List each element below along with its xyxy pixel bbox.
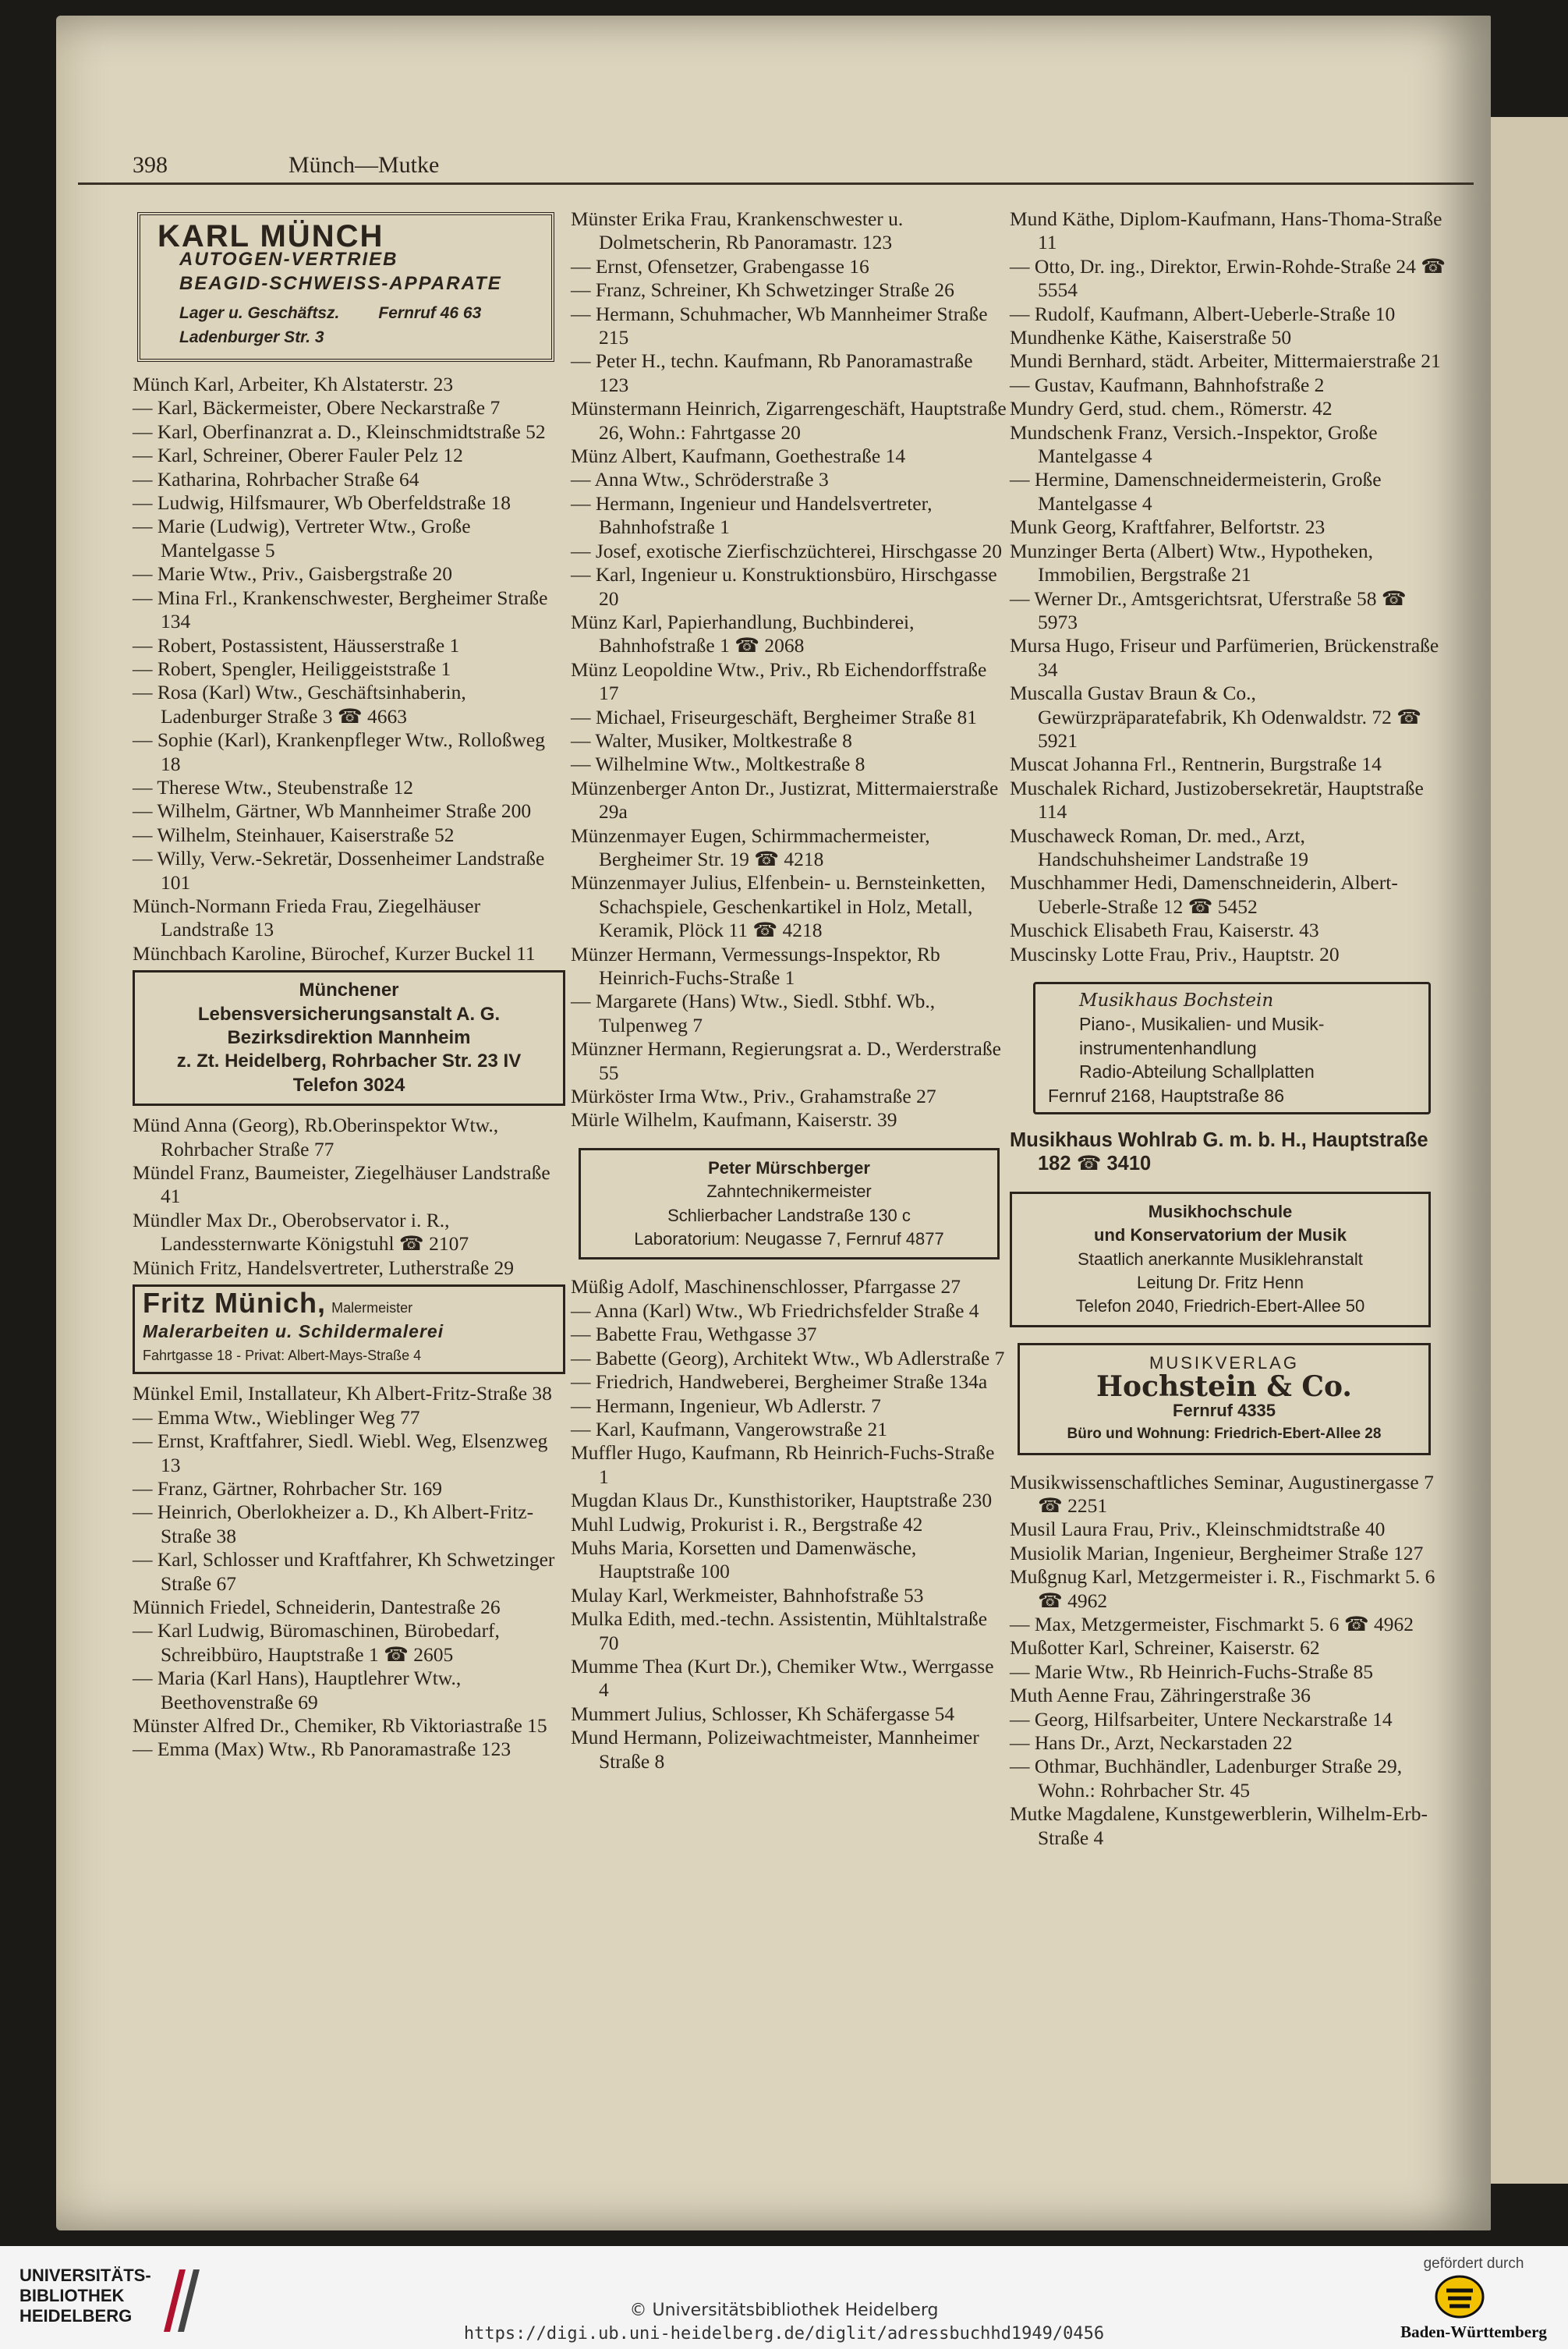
directory-entry: — Franz, Gärtner, Rohrbacher Str. 169 xyxy=(133,1476,442,1500)
directory-entry: Münster Alfred Dr., Chemiker, Rb Viktoriastraße 15 xyxy=(133,1713,547,1737)
directory-entry: — Hans Dr., Arzt, Neckarstaden 22 xyxy=(1010,1731,1293,1754)
ad-line: Laboratorium: Neugasse 7, Fernruf 4877 xyxy=(634,1229,944,1249)
directory-entry: Musikhaus Wohlrab G. m. b. H., Hauptstraße 182 ☎ 3410 xyxy=(1010,1129,1428,1175)
directory-entry: Muscat Johanna Frl., Rentnerin, Burgstraße 14 xyxy=(1010,753,1382,776)
directory-entry: Münch-Normann Frieda Frau, Ziegelhäuser Landstraße 13 xyxy=(133,894,481,941)
directory-entry: Mursa Hugo, Friseur und Parfümerien, Brückenstraße 34 xyxy=(1010,634,1439,681)
directory-entry: Muhl Ludwig, Prokurist i. R., Bergstraße 42 xyxy=(571,1512,923,1536)
directory-entry: — Max, Metzgermeister, Fischmarkt 5. 6 ☎ 4962 xyxy=(1010,1612,1414,1635)
directory-entry: Mulay Karl, Werkmeister, Bahnhofstraße 53 xyxy=(571,1583,924,1607)
page-number: 398 xyxy=(133,152,168,178)
directory-entry: — Werner Dr., Amtsgerichtsrat, Uferstraße 58 ☎ 5973 xyxy=(1010,586,1407,633)
logo-text: UNIVERSITÄTS- xyxy=(19,2266,151,2285)
directory-entry: Münzenmayer Julius, Elfenbein- u. Bernsteinketten, Schachspiele, Geschenkartikel in Holz, Metall, Keramik, Plöck 11 ☎ 4218 xyxy=(571,871,986,942)
entry-list xyxy=(133,1114,565,1280)
directory-entry: Mündler Max Dr., Oberobservator i. R., Landessternwarte Königstuhl ☎ 2107 xyxy=(133,1208,469,1256)
directory-entry: Muschick Elisabeth Frau, Kaiserstr. 43 xyxy=(1010,919,1319,942)
directory-entry: — Wilhelm, Gärtner, Wb Mannheimer Straße 200 xyxy=(133,799,532,823)
directory-entry: — Ernst, Kraftfahrer, Siedl. Wiebl. Weg, Elsenzweg 13 xyxy=(133,1430,548,1476)
ad-line: Ladenburger Str. 3 xyxy=(179,328,324,346)
column-3 xyxy=(1010,207,1446,1850)
directory-entry: — Rosa (Karl) Wtw., Geschäftsinhaberin, Ladenburger Straße 3 ☎ 4663 xyxy=(133,681,466,728)
ad-line: Radio-Abteilung Schallplatten xyxy=(1079,1061,1315,1082)
directory-entry: Muschhammer Hedi, Damenschneiderin, Albert-Ueberle-Straße 12 ☎ 5452 xyxy=(1010,871,1398,918)
ad-line: Schlierbacher Landstraße 130 c xyxy=(667,1205,911,1225)
directory-entry: — Karl, Schreiner, Oberer Fauler Pelz 12 xyxy=(133,444,463,467)
ad-peter-murschberger xyxy=(579,1148,1000,1260)
directory-entry: Muffler Hugo, Kaufmann, Rb Heinrich-Fuchs-Straße 1 xyxy=(571,1441,995,1488)
directory-entry: — Otto, Dr. ing., Direktor, Erwin-Rohde-Straße 24 ☎ 5554 xyxy=(1010,254,1446,302)
entry-list xyxy=(571,1275,1007,1773)
ad-name: Fritz Münich, xyxy=(143,1287,326,1320)
directory-entry: Muschalek Richard, Justizobersekretär, Hauptstraße 114 xyxy=(1010,776,1424,824)
ad-line: Fahrtgasse 18 - Privat: Albert-Mays-Straße 4 xyxy=(143,1347,422,1363)
directory-entry: Münster Erika Frau, Krankenschwester u. Dolmetscherin, Rb Panoramastr. 123 xyxy=(571,207,904,254)
ad-line: und Konservatorium der Musik xyxy=(1094,1225,1347,1245)
running-header xyxy=(78,152,1474,185)
directory-entry: Musikwissenschaftliches Seminar, Augustinergasse 7 ☎ 2251 xyxy=(1010,1470,1434,1517)
directory-entry: — Sophie (Karl), Krankenpfleger Wtw., Rolloßweg 18 xyxy=(133,728,545,775)
directory-entry: — Othmar, Buchhändler, Ladenburger Straße 29, Wohn.: Rohrbacher Str. 45 xyxy=(1010,1755,1403,1802)
ad-musikhaus-bochstein xyxy=(1033,982,1431,1114)
directory-entry: Mumme Thea (Kurt Dr.), Chemiker Wtw., Werrgasse 4 xyxy=(571,1654,994,1702)
directory-entry: Münzner Hermann, Regierungsrat a. D., Werderstraße 55 xyxy=(571,1037,1001,1084)
ad-line: Lebensversicherungsanstalt A. G. xyxy=(197,1003,501,1025)
running-title: Münch—Mutke xyxy=(288,152,440,178)
directory-entry: — Margarete (Hans) Wtw., Siedl. Stbhf. Wb., Tulpenweg 7 xyxy=(571,990,936,1036)
directory-entry: Mundi Bernhard, städt. Arbeiter, Mittermaierstraße 21 xyxy=(1010,349,1441,373)
directory-entry: — Josef, exotische Zierfischzüchterei, Hirschgasse 20 xyxy=(571,539,1003,562)
directory-entry: — Heinrich, Oberlokheizer a. D., Kh Albert-Fritz-Straße 38 xyxy=(133,1500,534,1547)
directory-entry: — Ernst, Ofensetzer, Grabengasse 16 xyxy=(571,254,869,278)
directory-entry: Münch Karl, Arbeiter, Kh Alstaterstr. 23 xyxy=(133,373,454,396)
ad-line: Zahntechnikermeister xyxy=(706,1182,872,1202)
directory-entry: — Friedrich, Handweberei, Bergheimer Straße 134a xyxy=(571,1370,988,1394)
directory-entry: — Michael, Friseurgeschäft, Bergheimer Straße 81 xyxy=(571,705,977,728)
directory-entry: Münd Anna (Georg), Rb.Oberinspektor Wtw., Rohrbacher Straße 77 xyxy=(133,1114,499,1160)
directory-entry: Münstermann Heinrich, Zigarrengeschäft, Hauptstraße 26, Wohn.: Fahrtgasse 20 xyxy=(571,397,1007,444)
directory-entry: — Katharina, Rohrbacher Straße 64 xyxy=(133,467,419,491)
directory-entry: — Willy, Verw.-Sekretär, Dossenheimer Landstraße 101 xyxy=(133,847,545,894)
directory-entry: — Karl, Kaufmann, Vangerowstraße 21 xyxy=(571,1417,887,1440)
ad-musikhochschule xyxy=(1010,1192,1431,1327)
ad-musikverlag-hochstein xyxy=(1018,1343,1431,1455)
column-2 xyxy=(571,207,1007,1773)
ad-name: Musikhaus Bochstein xyxy=(1079,990,1274,1011)
ad-line: instrumentenhandlung xyxy=(1079,1037,1257,1058)
directory-entry: — Robert, Spengler, Heiliggeiststraße 1 xyxy=(133,657,451,680)
directory-entry: — Maria (Karl Hans), Hauptlehrer Wtw., Beethovenstraße 69 xyxy=(133,1667,462,1713)
ad-munchener-versicherung xyxy=(133,970,565,1106)
directory-entry: Mugdan Klaus Dr., Kunsthistoriker, Hauptstraße 230 xyxy=(571,1489,993,1512)
copyright-notice: © Universitätsbibliothek Heidelberg xyxy=(629,2301,939,2320)
directory-entry: — Robert, Postassistent, Häusserstraße 1 xyxy=(133,633,460,657)
directory-entry: — Karl, Ingenieur u. Konstruktionsbüro, Hirschgasse 20 xyxy=(571,563,997,610)
ad-subtitle: Malermeister xyxy=(331,1300,413,1316)
directory-entry: — Wilhelmine Wtw., Moltkestraße 8 xyxy=(571,753,865,776)
entry-list xyxy=(1010,207,1446,966)
ad-name: Musikhochschule xyxy=(1148,1201,1293,1221)
directory-entry: Musiolik Marian, Ingenieur, Bergheimer Straße 127 xyxy=(1010,1541,1424,1564)
entry-list xyxy=(571,207,1007,1132)
directory-entry: — Hermann, Ingenieur und Handelsvertreter, Bahnhofstraße 1 xyxy=(571,491,933,539)
entry-list xyxy=(133,1382,565,1762)
ad-fritz-munich xyxy=(133,1284,565,1374)
baden-wuerttemberg-crest-icon xyxy=(1431,2273,1489,2320)
ad-line: Telefon 3024 xyxy=(292,1074,405,1096)
directory-entry: Mund Hermann, Polizeiwachtmeister, Mannheimer Straße 8 xyxy=(571,1726,979,1773)
directory-entry: — Anna Wtw., Schröderstraße 3 xyxy=(571,468,829,491)
directory-entry: — Mina Frl., Krankenschwester, Bergheimer Straße 134 xyxy=(133,586,548,633)
ad-line: Piano-, Musikalien- und Musik- xyxy=(1079,1014,1325,1035)
ad-line: Büro und Wohnung: Friedrich-Ebert-Allee 28 xyxy=(1067,1426,1382,1443)
funded-by-label: gefördert durch xyxy=(1423,2255,1524,2272)
ad-line: Leitung Dr. Fritz Henn xyxy=(1137,1273,1304,1293)
entry-list xyxy=(1010,1471,1446,1851)
directory-entry: Münkel Emil, Installateur, Kh Albert-Fritz-Straße 38 xyxy=(133,1382,552,1405)
directory-entry: — Karl, Schlosser und Kraftfahrer, Kh Schwetzinger Straße 67 xyxy=(133,1548,555,1595)
directory-entry: — Marie Wtw., Priv., Gaisbergstraße 20 xyxy=(133,562,453,586)
ad-name: Hochstein & Co. xyxy=(1096,1370,1352,1404)
directory-entry: Mundry Gerd, stud. chem., Römerstr. 42 xyxy=(1010,397,1333,420)
directory-entry: Münich Fritz, Handelsvertreter, Lutherstraße 29 xyxy=(133,1256,514,1279)
directory-entry: — Babette Frau, Wethgasse 37 xyxy=(571,1323,817,1346)
entry-list xyxy=(1010,1128,1446,1176)
directory-entry: — Hermine, Damenschneidermeisterin, Große Mantelgasse 4 xyxy=(1010,468,1382,515)
ad-line: BEAGID-SCHWEISS-APPARATE xyxy=(179,272,502,294)
directory-entry: — Marie (Ludwig), Vertreter Wtw., Große Mantelgasse 5 xyxy=(133,515,471,562)
directory-entry: Münzer Hermann, Vermessungs-Inspektor, Rb Heinrich-Fuchs-Straße 1 xyxy=(571,942,940,989)
directory-entry: — Karl, Bäckermeister, Obere Neckarstraße 7 xyxy=(133,396,501,420)
ad-line: Bezirksdirektion Mannheim xyxy=(227,1027,471,1048)
directory-entry: Müßig Adolf, Maschinenschlosser, Pfarrgasse 27 xyxy=(571,1275,961,1299)
directory-entry: Muschaweck Roman, Dr. med., Arzt, Handschuhsheimer Landstraße 19 xyxy=(1010,824,1308,870)
ad-line: Fernruf 4335 xyxy=(1172,1400,1276,1420)
directory-entry: — Anna (Karl) Wtw., Wb Friedrichsfelder Straße 4 xyxy=(571,1299,979,1322)
source-url-link[interactable]: https://digi.ub.uni-heidelberg.de/diglit/adressbuchhd1949/0456 xyxy=(463,2324,1105,2344)
directory-entry: Münzenmayer Eugen, Schirmmachermeister, Bergheimer Str. 19 ☎ 4218 xyxy=(571,824,930,870)
directory-entry: — Therese Wtw., Steubenstraße 12 xyxy=(133,775,413,799)
logo-text: HEIDELBERG xyxy=(19,2306,133,2326)
directory-entry: — Rudolf, Kaufmann, Albert-Ueberle-Straße 10 xyxy=(1010,302,1396,325)
directory-entry: Muscalla Gustav Braun & Co., Gewürzpräparatefabrik, Kh Odenwaldstr. 72 ☎ 5921 xyxy=(1010,682,1422,752)
directory-entry: — Ludwig, Hilfsmaurer, Wb Oberfeldstraße 18 xyxy=(133,491,511,515)
ad-title: MUSIKVERLAG xyxy=(1149,1352,1299,1373)
logo-text: BIBLIOTHEK xyxy=(19,2286,125,2305)
directory-entry: Münchbach Karoline, Bürochef, Kurzer Buckel 11 xyxy=(133,941,536,965)
ad-line: Staatlich anerkannte Musiklehranstalt xyxy=(1078,1249,1363,1269)
directory-entry: Mußgnug Karl, Metzgermeister i. R., Fischmarkt 5. 6 ☎ 4962 xyxy=(1010,1565,1435,1612)
directory-entry: Munzinger Berta (Albert) Wtw., Hypotheken, Immobilien, Bergstraße 21 xyxy=(1010,539,1373,586)
directory-entry: Mummert Julius, Schlosser, Kh Schäfergasse 54 xyxy=(571,1702,955,1725)
directory-entry: Muscinsky Lotte Frau, Priv., Hauptstr. 20 xyxy=(1010,942,1340,965)
directory-entry: — Emma Wtw., Wieblinger Weg 77 xyxy=(133,1405,420,1429)
directory-entry: Mürköster Irma Wtw., Priv., Grahamstraße 27 xyxy=(571,1085,936,1108)
directory-entry: Mund Käthe, Diplom-Kaufmann, Hans-Thoma-Straße 11 xyxy=(1010,207,1442,254)
directory-entry: — Karl Ludwig, Büromaschinen, Bürobedarf, Schreibbüro, Hauptstraße 1 ☎ 2605 xyxy=(133,1619,500,1666)
directory-entry: Mutke Magdalene, Kunstgewerblerin, Wilhelm-Erb-Straße 4 xyxy=(1010,1802,1428,1849)
directory-entry: — Hermann, Ingenieur, Wb Adlerstr. 7 xyxy=(571,1394,881,1417)
directory-entry: — Walter, Musiker, Moltkestraße 8 xyxy=(571,728,852,752)
directory-entry: — Babette (Georg), Architekt Wtw., Wb Adlerstraße 7 xyxy=(571,1346,1005,1369)
ad-name: Münchener xyxy=(299,980,399,1001)
directory-entry: Mundschenk Franz, Versich.-Inspektor, Große Mantelgasse 4 xyxy=(1010,420,1378,468)
directory-entry: — Gustav, Kaufmann, Bahnhofstraße 2 xyxy=(1010,373,1325,396)
directory-entry: Muth Aenne Frau, Zähringerstraße 36 xyxy=(1010,1684,1311,1707)
directory-entry: Münzenberger Anton Dr., Justizrat, Mittermaierstraße 29a xyxy=(571,776,999,824)
directory-entry: — Emma (Max) Wtw., Rb Panoramastraße 123 xyxy=(133,1738,511,1761)
ad-phone: Fernruf 46 63 xyxy=(378,304,482,323)
ad-karl-munch xyxy=(137,212,554,362)
directory-entry: Mündel Franz, Baumeister, Ziegelhäuser Landstraße 41 xyxy=(133,1161,550,1208)
directory-entry: — Marie Wtw., Rb Heinrich-Fuchs-Straße 85 xyxy=(1010,1660,1373,1683)
directory-entry: Musil Laura Frau, Priv., Kleinschmidtstraße 40 xyxy=(1010,1518,1386,1541)
ad-line: Telefon 2040, Friedrich-Ebert-Allee 50 xyxy=(1075,1296,1365,1316)
funder-name[interactable]: Baden-Württemberg xyxy=(1400,2322,1547,2341)
directory-entry: — Karl, Oberfinanzrat a. D., Kleinschmidtstraße 52 xyxy=(133,420,546,443)
ad-line: Malerarbeiten u. Schildermalerei xyxy=(143,1321,444,1342)
directory-entry: Münz Albert, Kaufmann, Goethestraße 14 xyxy=(571,445,906,468)
ad-line: Fernruf 2168, Hauptstraße 86 xyxy=(1048,1085,1284,1106)
entry-list xyxy=(133,373,565,965)
ad-line: z. Zt. Heidelberg, Rohrbacher Str. 23 IV xyxy=(176,1050,522,1072)
directory-entry: Mußotter Karl, Schreiner, Kaiserstr. 62 xyxy=(1010,1636,1320,1660)
ad-line: AUTOGEN-VERTRIEB xyxy=(179,249,398,271)
directory-entry: Münnich Friedel, Schneiderin, Dantestraße 26 xyxy=(133,1595,501,1618)
ad-name: KARL MÜNCH xyxy=(158,219,384,253)
directory-entry: Münz Karl, Papierhandlung, Buchbinderei, Bahnhofstraße 1 ☎ 2068 xyxy=(571,610,915,657)
directory-entry: — Georg, Hilfsarbeiter, Untere Neckarstraße 14 xyxy=(1010,1707,1393,1731)
directory-entry: Munk Georg, Kraftfahrer, Belfortstr. 23 xyxy=(1010,516,1326,539)
column-1 xyxy=(133,207,565,1762)
directory-entry: — Franz, Schreiner, Kh Schwetzinger Straße 26 xyxy=(571,278,954,302)
directory-entry: — Wilhelm, Steinhauer, Kaiserstraße 52 xyxy=(133,823,455,846)
directory-entry: — Hermann, Schuhmacher, Wb Mannheimer Straße 215 xyxy=(571,302,988,349)
ad-line: Lager u. Geschäftsz. xyxy=(179,304,340,323)
ad-name: Peter Mürschberger xyxy=(708,1157,870,1178)
directory-entry: Mulka Edith, med.-techn. Assistentin, Mühltalstraße 70 xyxy=(571,1607,988,1654)
directory-entry: Muhs Maria, Korsetten und Damenwäsche, Hauptstraße 100 xyxy=(571,1536,917,1583)
directory-entry: Mundhenke Käthe, Kaiserstraße 50 xyxy=(1010,326,1292,349)
directory-entry: Münz Leopoldine Wtw., Priv., Rb Eichendorffstraße 17 xyxy=(571,657,987,705)
directory-entry: — Peter H., techn. Kaufmann, Rb Panoramastraße 123 xyxy=(571,349,973,396)
directory-entry: Mürle Wilhelm, Kaufmann, Kaiserstr. 39 xyxy=(571,1108,897,1132)
